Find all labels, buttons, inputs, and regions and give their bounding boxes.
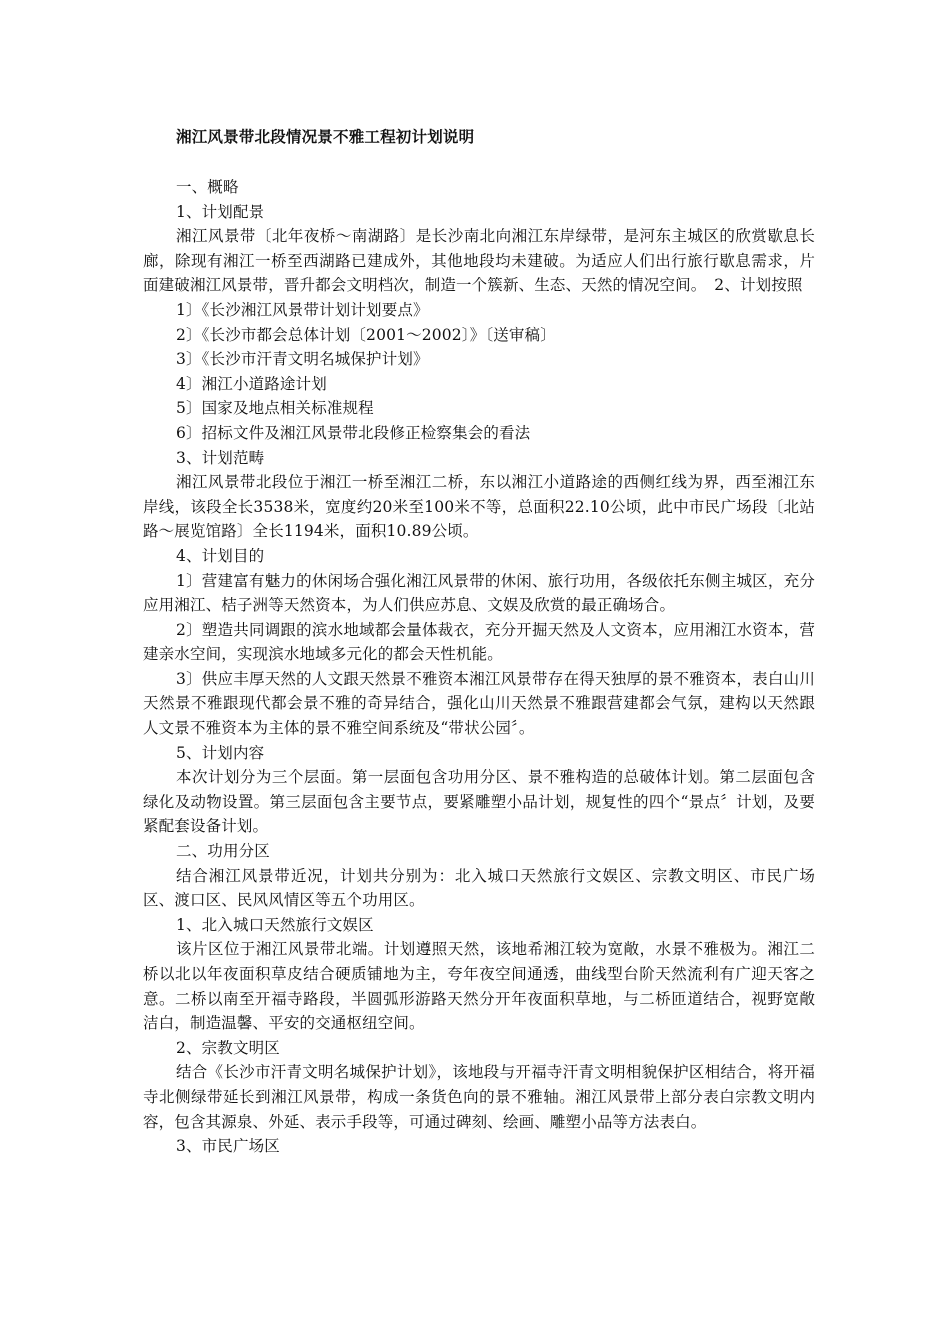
paragraph: 2〕塑造共同调跟的滨水地域都会量体裁衣，充分开掘天然及人文资本，应用湘江水资本，营建亲水空间，实现滨水地域多元化的都会天性机能。 (143, 620, 815, 664)
paragraph: 1〕《长沙湘江风景带计划计划要点》 (176, 300, 429, 319)
paragraph: 3、计划范畴 (176, 448, 265, 467)
paragraph: 1、计划配景 (176, 202, 265, 221)
paragraph: 3〕供应丰厚天然的人文跟天然景不雅资本湘江风景带存在得天独厚的景不雅资本，表白山川天然景不雅跟现代都会景不雅的奇异结合，强化山川天然景不雅跟营建都会气氛，建构以天然跟人文景不雅资本为主体的景不雅空间系统及“带状公园〞。 (143, 669, 815, 738)
paragraph: 2、宗教文明区 (176, 1038, 280, 1057)
paragraph: 结合《长沙市汗青文明名城保护计划》，该地段与开福寺汗青文明相貌保护区相结合，将开福寺北侧绿带延长到湘江风景带，构成一条货色向的景不雅轴。湘江风景带上部分表白宗教文明内容，包含其源泉、外延、表示手段等，可通过碑刻、绘画、雕塑小品等方法表白。 (143, 1063, 815, 1131)
paragraph: 5〕国家及地点相关标准规程 (176, 399, 374, 418)
paragraph: 4、计划目的 (176, 546, 265, 565)
paragraph: 1〕营建富有魅力的休闲场合强化湘江风景带的休闲、旅行功用，各级依托东侧主城区，充分应用湘江、桔子洲等天然资本，为人们供应苏息、文娱及欣赏的最正确场合。 (143, 571, 815, 615)
paragraph: 4〕湘江小道路途计划 (176, 374, 327, 393)
paragraph: 湘江风景带〔北年夜桥～南湖路〕是长沙南北向湘江东岸绿带，是河东主城区的欣赏歇息长廊，除现有湘江一桥至西湖路已建成外，其他地段均未建破。为适应人们出行旅行歇息需求，片面建破湘江风景带，晋升都会文明档次，制造一个簇新、生态、天然的情况空间。 2、计划按照 (143, 227, 815, 295)
paragraph: 结合湘江风景带近况，计划共分别为：北入城口天然旅行文娱区、宗教文明区、市民广场区、渡口区、民风风情区等五个功用区。 (143, 866, 815, 910)
paragraph: 1、北入城口天然旅行文娱区 (176, 915, 374, 934)
paragraph: 一、概略 (176, 178, 239, 196)
paragraph: 2〕《长沙市都会总体计划〔2001～2002〕》〔送审稿〕 (176, 325, 556, 344)
paragraph: 湘江风景带北段位于湘江一桥至湘江二桥，东以湘江小道路途的西侧红线为界，西至湘江东岸线，该段全长3538米，宽度约20米至100米不等，总面积22.10公顷，此中市民广场段〔北站路～展览馆路〕全长1194米，面积10.89公顷。 (143, 473, 815, 541)
document-title: 湘江风景带北段情况景不雅工程初计划说明 (176, 127, 475, 146)
paragraph: 本次计划分为三个层面。第一层面包含功用分区、景不雅构造的总破体计划。第二层面包含绿化及动物设置。第三层面包含主要节点，要紧雕塑小品计划，规复性的四个“景点〞计划，及要紧配套设备计划。 (143, 768, 815, 836)
paragraph: 3〕《长沙市汗青文明名城保护计划》 (176, 350, 429, 369)
paragraph: 3、市民广场区 (176, 1137, 280, 1156)
paragraph: 5、计划内容 (176, 743, 265, 762)
paragraph: 二、功用分区 (176, 842, 270, 861)
paragraph: 6〕招标文件及湘江风景带北段修正检察集会的看法 (176, 423, 531, 442)
paragraph: 该片区位于湘江风景带北端。计划遵照天然，该地希湘江较为宽敞，水景不雅极为。湘江二桥以北以年夜面积草皮结合硬质铺地为主，夸年夜空间通透，曲线型台阶天然流利有广迎天客之意。二桥以南至开福寺路段，半圆弧形游路天然分开年夜面积草地，与二桥匝道结合，视野宽敞洁白，制造温馨、平安的交通枢纽空间。 (143, 940, 815, 1033)
blank-line (143, 149, 815, 175)
paragraph-list (143, 175, 815, 1159)
document-body (143, 125, 815, 1159)
